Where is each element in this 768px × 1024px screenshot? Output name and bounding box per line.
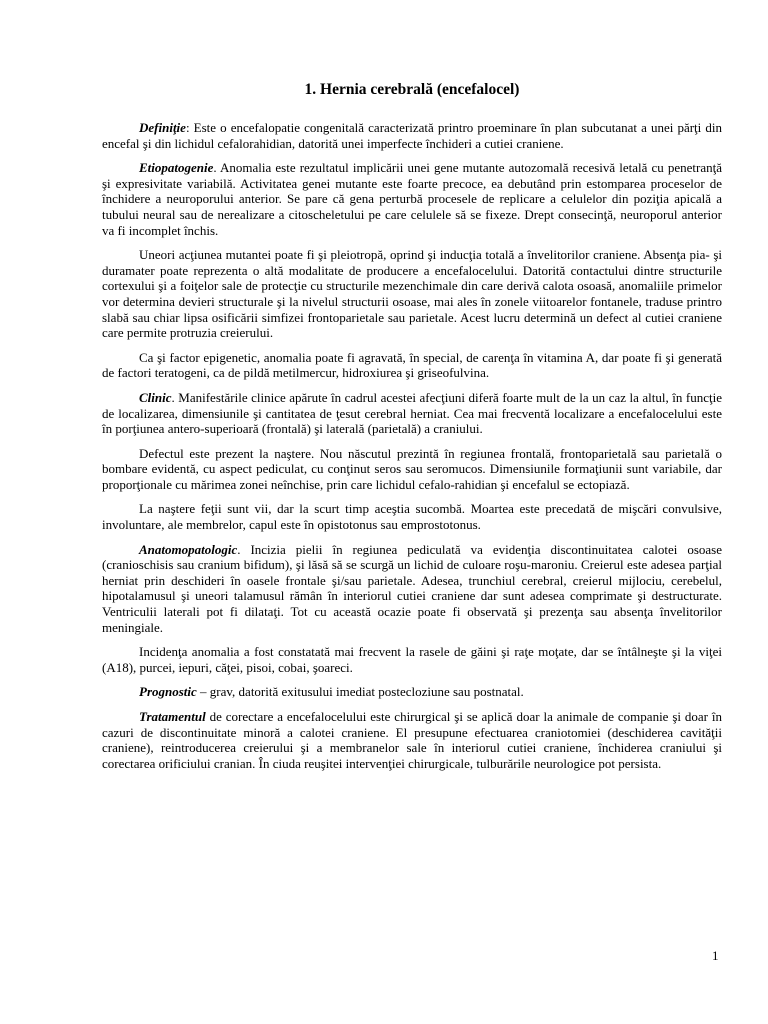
paragraph-term: Prognostic (139, 684, 197, 700)
paragraph-etiopatogenie (102, 160, 722, 238)
paragraph-incidenta (102, 644, 722, 675)
paragraph-text: Ca şi factor epigenetic, anomalia poate fi agravată, în special, de carenţa în vitamina A, dar poate fi şi generată de factori teratogeni, ca de pildă metilmercur, hidroxiurea şi griseofulvina. (102, 349, 722, 381)
paragraph-text: Manifestările clinice apărute în cadrul acestei afecţiuni diferă foarte mult de la un caz la altul, în funcţie de localizarea, dimensiunile şi cantitatea de ţesut cerebral herniat. Cea mai frecventă localizare a encefalocelului este în porţiunea antero-superioară (frontală) şi laterală (parietală) a craniului. (102, 389, 722, 437)
document-body (102, 120, 722, 780)
paragraph-term: Tratamentul (139, 709, 206, 724)
paragraph-text: grav, datorită exitusului imediat postecloziune sau postnatal. (209, 684, 524, 700)
paragraph-term: Definiţie (139, 120, 186, 135)
page-title: 1. Hernia cerebrală (encefalocel) (304, 81, 520, 98)
paragraph-term: Clinic (139, 389, 172, 405)
paragraph-clinic (102, 390, 722, 437)
paragraph-text: Este o encefalopatie congenitală caracterizată printro proeminare în plan subcutanat a unei părţi din encefal şi din lichidul cefalorahidian, datorită unei imperfecte închideri a cutiei craniene. (102, 120, 722, 151)
paragraph-la-nastere (102, 501, 722, 532)
paragraph-text: Defectul este prezent la naştere. Nou născutul prezintă în regiunea frontală, frontoparietală sau parietală o bombare evidentă, cu aspect pediculat, cu conţinut seros sau seromucos. Dimensiunile formaţiunii sunt variabile, dar proporţionale cu mărimea zonei neînchise, prin care lichidul cefalo-rahidian şi encefalul se ectopiază. (102, 445, 722, 492)
paragraph-text: de corectare a encefalocelului este chirurgical şi se aplică doar la animale de companie şi doar în cazuri de discontinuitate minoră a calotei craniene. El presupune efectuarea craniotomiei (deschiderea cavităţii craniene), reintroducerea creierului şi a membranelor sale în interiorul cutiei craniene, închiderea craniului şi corectarea orificiului cranian. În ciuda reuşitei intervenţiei chirurgicale, tulburările neurologice pot persista. (102, 709, 722, 771)
paragraph-defectul (102, 446, 722, 493)
paragraph-text: Incidenţa anomalia a fost constatată mai frecvent la rasele de găini şi raţe moţate, dar se întâlneşte şi la viţei (A18), purcei, iepuri, căţei, pisoi, cobai, şoareci. (102, 644, 722, 675)
paragraph-separator: . (213, 160, 221, 176)
paragraph-pleiotropie (102, 247, 722, 341)
paragraph-text: La naştere feţii sunt vii, dar la scurt timp aceştia sucombă. Moartea este precedată de mişcări convulsive, involuntare, ale membrelor, capul este în opistotonus sau emprostotonus. (102, 501, 722, 533)
paragraph-separator: . (237, 541, 251, 557)
paragraph-separator: . (171, 389, 179, 405)
paragraph-text: Uneori acţiunea mutantei poate fi şi pleiotropă, oprind şi inducţia totală a învelitorilor craniene. Absenţa pia- şi duramater poate reprezenta o altă modalitate de producere a encefalocelului. Datorită contactului dintre structurile cortexului şi a foiţelor sale de protecţie cu structurile mezenchimale din care derivă calota osoasă, anomaliile primelor vor determina devieri structurale şi la nivelul structurii osoase, mai ales în zonele viitoarelor fontanele, traduse printro slabă sau chiar lipsa osificării simfizei frontoparietale sau parietale. Acest lucru determină un defect al cutiei craniene care permite protruzia creierului. (102, 247, 722, 341)
paragraph-term: Anatomopatologic (139, 541, 238, 557)
paragraph-factor-epigenetic (102, 350, 722, 381)
paragraph-definitie (102, 120, 722, 151)
paragraph-text: Incizia pielii în regiunea pediculată va evidenţia discontinuitatea calotei osoase (cranioschisis sau cranium bifidum), şi lăsă să se scurgă un lichid de culoare roşu-maroniu. Creierul este adesea parţial herniat prin deschideri în oasele frontale şi/sau parietale. Adesea, trunchiul cerebral, creierul mijlociu, cerebelul, hipotalamusul şi uneori talamusul rămân în interiorul cutiei craniene dar sunt adesea comprimate şi destructurate. Ventriculii laterali pot fi dilataţi. Tot cu această ocazie poate fi observată şi prezenţa sau absenţa învelitorilor meningiale. (102, 541, 723, 635)
paragraph-anatomopatologic (102, 542, 722, 636)
paragraph-prognostic (102, 684, 722, 700)
page-number: 1 (712, 948, 719, 963)
paragraph-tratamentul (102, 709, 722, 771)
paragraph-text: Anomalia este rezultatul implicării unei gene mutante autozomală recesivă letală cu penetranţă şi expresivitate variabilă. Activitatea genei mutante este foarte precoce, ea debutând prin estomparea proceselor de închidere a neuroporului anterior. Se pare că gena perturbă procesele de replicare a celulelor din poziţia apicală a tubului neural sau de nerealizare a citoscheletului pe care celulele să se fixeze. Drept consecinţă, neuroporul anterior va fi incomplet închis. (102, 160, 722, 238)
paragraph-separator: : (185, 120, 194, 135)
paragraph-term: Etiopatogenie (139, 160, 214, 176)
paragraph-separator: – (196, 684, 210, 700)
